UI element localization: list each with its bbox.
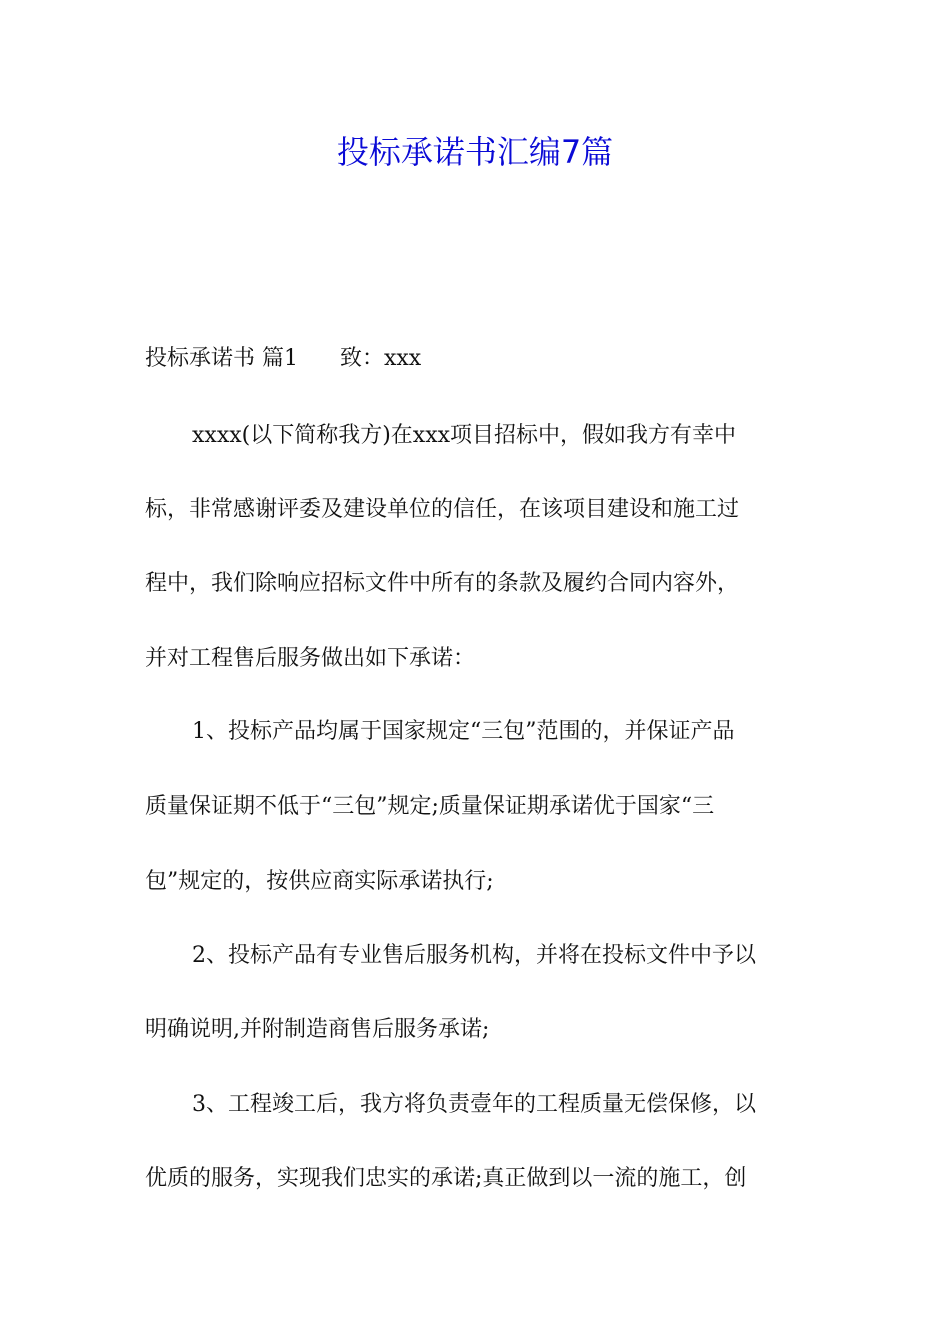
paragraph-line: 标，非常感谢评委及建设单位的信任，在该项目建设和施工过 [145, 497, 740, 522]
paragraph-line: 质量保证期不低于“三包”规定;质量保证期承诺优于国家“三 [145, 794, 715, 819]
paragraph-line: 明确说明,并附制造商售后服务承诺; [145, 1017, 490, 1042]
paragraph-line: 3、工程竣工后，我方将负责壹年的工程质量无偿保修，以 [192, 1092, 756, 1117]
paragraph-line: 1、投标产品均属于国家规定“三包”范围的，并保证产品 [192, 719, 735, 744]
paragraph-line: 并对工程售后服务做出如下承诺： [145, 646, 476, 671]
paragraph-line: 程中，我们除响应招标文件中所有的条款及履约合同内容外， [145, 571, 740, 596]
paragraph-line: 包”规定的，按供应商实际承诺执行; [145, 869, 494, 894]
document-title: 投标承诺书汇编7篇 [336, 133, 614, 171]
paragraph-line: xxxx(以下简称我方)在xxx项目招标中，假如我方有幸中 [192, 423, 737, 448]
paragraph-line: 优质的服务，实现我们忠实的承诺;真正做到以一流的施工，创 [145, 1166, 747, 1191]
paragraph-line: 2、投标产品有专业售后服务机构，并将在投标文件中予以 [192, 943, 756, 968]
section-heading-line: 投标承诺书 篇1 致：xxx [145, 346, 422, 371]
